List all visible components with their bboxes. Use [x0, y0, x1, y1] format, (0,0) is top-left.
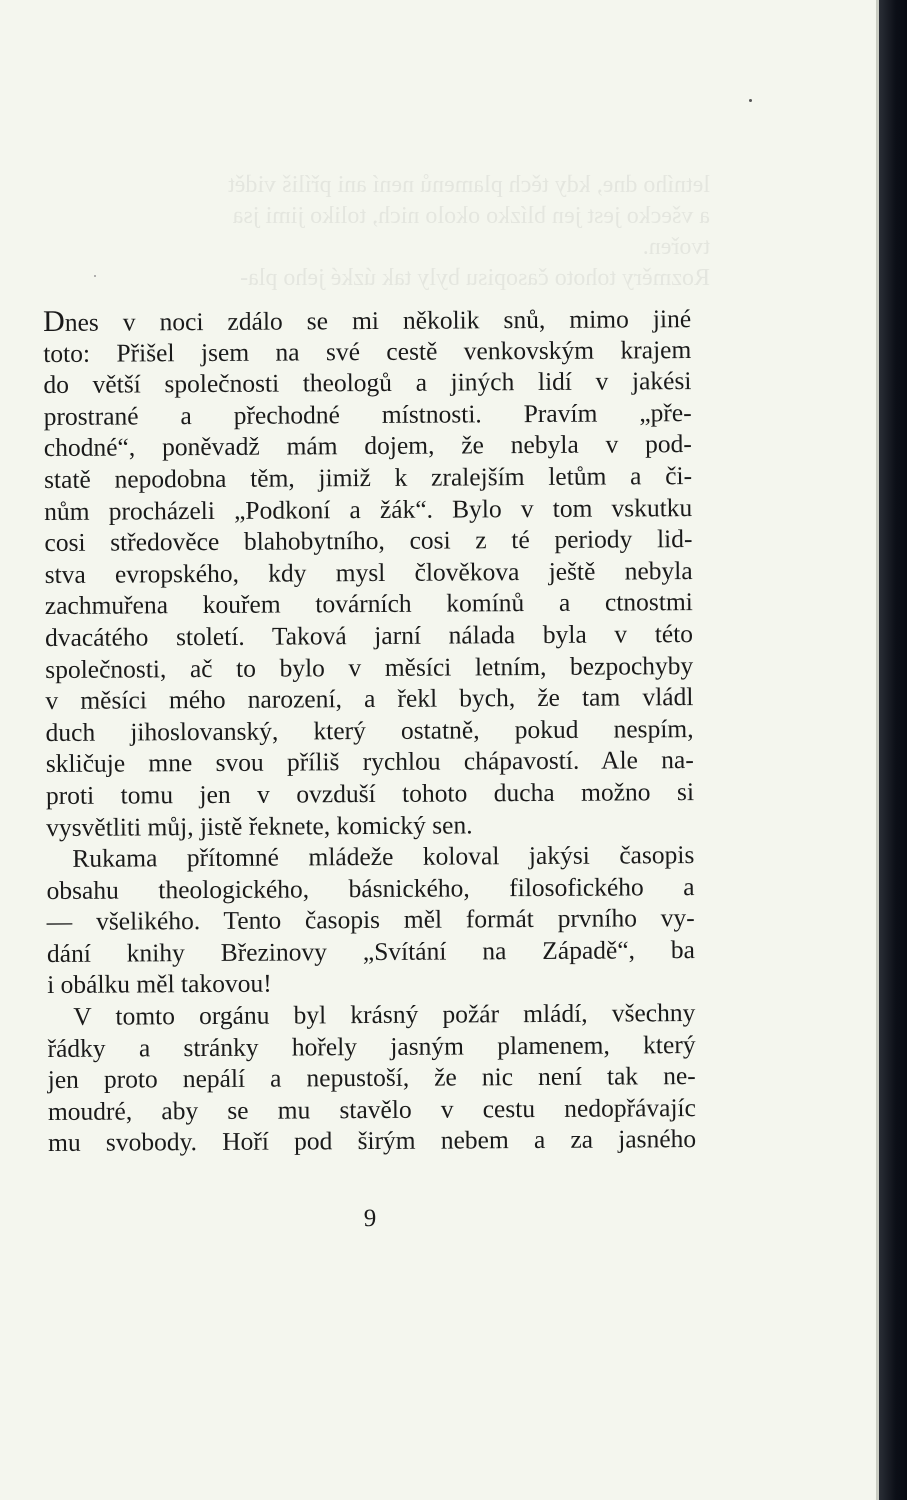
text-line: vysvětliti můj, jistě řeknete, komický sen. [46, 809, 473, 842]
text-line: stva evropského, kdy mysl člověkova ještě nebyla [44, 555, 693, 589]
text-line: nům procházeli „Podkoní a žák“. Bylo v tom vskutku [44, 492, 693, 526]
text-line: chodné“, poněvadž mám dojem, že nebyla v pod- [43, 429, 692, 463]
speck-mark [749, 99, 752, 102]
text-line: skličuje mne svou příliš rychlou chápavostí. Ale na- [45, 745, 694, 779]
text-line: statě nepodobna těm, jimiž k zralejším letům a či- [43, 461, 693, 494]
text-line: V tomto orgánu byl krásný požár mládí, všechny [73, 998, 696, 1031]
text-line: duch jihoslovanský, který ostatně, pokud nespím, [45, 713, 694, 747]
speck-mark [94, 275, 96, 277]
text-line: Dnes v noci zdálo se mi několik snů, mimo jiné [42, 304, 692, 338]
body-text [43, 302, 696, 1159]
text-line: dání knihy Březinovy „Svítání na Západě“, ba [46, 934, 696, 968]
text-line: jen proto nepálí a nepustoší, že nic není tak ne- [47, 1061, 696, 1095]
text-line: do větší společnosti theologů a jiných lidí v jakési [43, 366, 692, 400]
scanner-background [879, 0, 907, 1500]
text-line: zachmuřena kouřem továrních komínů a ctnostmi [44, 587, 693, 621]
text-line: v měsíci mého narození, a řekl bych, že tam vládl [45, 682, 694, 716]
text-line: i obálku měl takovou! [47, 969, 272, 1000]
text-line: obsahu theologického, básnického, filosofického a [46, 871, 695, 905]
text-line: mu svobody. Hoří pod širým nebem a za jasného [48, 1124, 697, 1158]
text-line: cosi středověce blahobytního, cosi z té periody lid- [44, 524, 693, 558]
text-line: proti tomu jen v ovzduší tohoto ducha možno si [45, 776, 695, 810]
text-line: řádky a stránky hořely jasným plamenem, který [47, 1029, 696, 1063]
text-line: Rukama přítomné mládeže koloval jakýsi časopis [72, 840, 695, 873]
text-line: — všelikého. Tento časopis měl formát prvního vy- [46, 903, 695, 937]
text-line: moudré, aby se mu stavělo v cestu nedopřávajíc [47, 1092, 696, 1126]
show-through-text: letního dne, kdy těch plamenů není ani příliš vidět a všecko jest jen blízko okolo nich, toliko jimi jsa tvořen. Rozměry tohoto časopisu byly tak úzké jeho pla- [228, 172, 710, 291]
page-number: 9 [363, 1205, 377, 1232]
text-line: toto: Přišel jsem na své cestě venkovským krajem [43, 334, 692, 368]
text-line: prostrané a přechodné místnosti. Pravím „pře- [43, 397, 692, 431]
text-line: dvacátého století. Taková jarní nálada byla v této [44, 618, 694, 652]
text-line: společnosti, ač to bylo v měsíci letním, bezpochyby [45, 650, 694, 684]
